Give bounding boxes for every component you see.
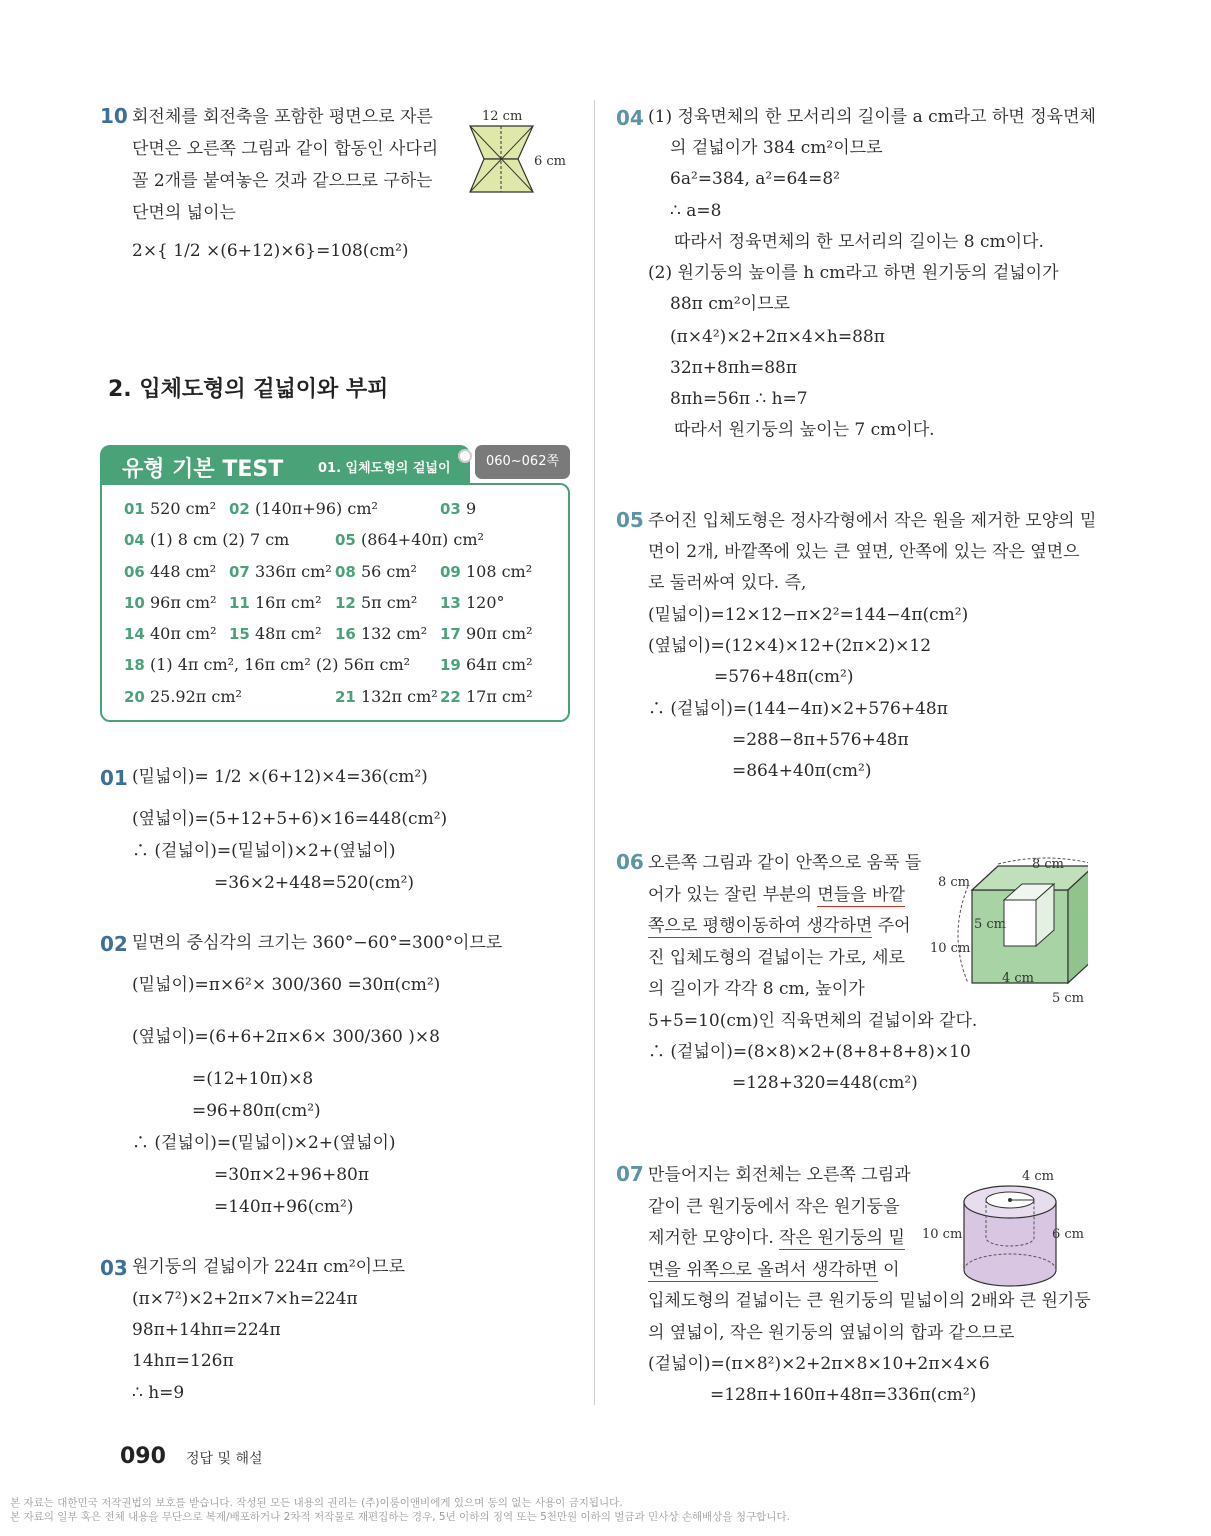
answer-item: 16 132 cm² — [335, 624, 428, 643]
text-line: 따라서 정육면체의 한 모서리의 길이는 8 cm이다. — [674, 232, 1044, 252]
text-line: =30π×2+96+80π — [214, 1165, 370, 1185]
text-line: 6a²=384, a²=64=8² — [670, 169, 840, 189]
answer-item: 03 9 — [440, 499, 477, 518]
answer-item: 09 108 cm² — [440, 562, 533, 581]
text-line: 꼴 2개를 붙여놓은 것과 같으므로 구하는 — [132, 171, 433, 191]
text-line: (밑넓이)=12×12−π×2²=144−4π(cm²) — [648, 605, 969, 625]
answer-item: 10 96π cm² — [124, 593, 217, 612]
trapezoid-figure — [460, 104, 575, 199]
text-line: 원기둥의 겉넓이가 224π cm²이므로 — [132, 1257, 405, 1277]
text-line: 진 입체도형의 겉넓이는 가로, 세로 — [648, 948, 905, 968]
answer-item: 15 48π cm² — [229, 624, 322, 643]
text-line: 의 옆넓이, 작은 원기둥의 옆넓이의 합과 같으므로 — [648, 1323, 1015, 1343]
text-line: 제거한 모양이다. 작은 원기둥의 밑 — [648, 1228, 905, 1248]
text-line: 의 겉넓이가 384 cm²이므로 — [670, 138, 883, 158]
text-line: =(12+10π)×8 — [192, 1069, 314, 1089]
text-line: 32π+8πh=88π — [670, 358, 798, 378]
fig-label: 4 cm — [1022, 1169, 1055, 1184]
problem-number: 07 — [616, 1162, 644, 1186]
text-line: 따라서 원기둥의 높이는 7 cm이다. — [674, 420, 935, 440]
text-line: =128+320=448(cm²) — [732, 1073, 918, 1093]
fig-label: 4 cm — [1002, 971, 1035, 986]
text-line: 오른쪽 그림과 같이 안쪽으로 움푹 들 — [648, 853, 922, 873]
text-line: ∴ a=8 — [670, 201, 722, 221]
text-line: ∴ (겉넓이)=(144−4π)×2+576+48π — [648, 699, 948, 719]
answer-item: 06 448 cm² — [124, 562, 217, 581]
text-line: 주어진 입체도형은 정사각형에서 작은 원을 제거한 모양의 밑 — [648, 511, 1097, 531]
text-line: 단면은 오른쪽 그림과 같이 합동인 사다리 — [132, 139, 439, 159]
problem-number: 06 — [616, 850, 644, 874]
answer-box-body — [100, 483, 570, 722]
section-title: 2. 입체도형의 겉넓이와 부피 — [108, 377, 389, 402]
fig-label: 12 cm — [482, 109, 523, 124]
fig-label: 8 cm — [1032, 857, 1065, 872]
answer-box — [100, 445, 570, 722]
copyright-line: 본 자료는 대한민국 저작권법의 보호를 받습니다. 작성된 모든 내용의 권리는 (주)이룸이앤비에게 있으며 동의 없는 사용이 금지됩니다. — [10, 1497, 623, 1509]
text-line: 밑면의 중심각의 크기는 360°−60°=300°이므로 — [132, 933, 503, 953]
footer-label: 정답 및 해설 — [186, 1451, 263, 1467]
fig-label: 5 cm — [1052, 991, 1085, 1006]
underline-emphasis: 면을 위쪽으로 올려서 생각하면 — [648, 1260, 878, 1280]
text-line: ∴ (겉넓이)=(8×8)×2+(8+8+8+8)×10 — [648, 1042, 971, 1062]
fig-label: 6 cm — [1052, 1227, 1085, 1242]
text-line: 같이 큰 원기둥에서 작은 원기둥을 — [648, 1197, 900, 1217]
hollow-cylinder-figure — [922, 1166, 1092, 1296]
text-line: (겉넓이)=(π×8²)×2+2π×8×10+2π×4×6 — [648, 1354, 990, 1374]
underline-emphasis: 작은 원기둥의 밑 — [779, 1228, 905, 1248]
text-line: =96+80π(cm²) — [192, 1101, 321, 1121]
answer-box-title: 유형 기본 TEST — [122, 457, 284, 482]
answer-item: 14 40π cm² — [124, 624, 217, 643]
answer-item: 18 (1) 4π cm², 16π cm² (2) 56π cm² — [124, 655, 411, 674]
text-line: (옆넓이)=(5+12+5+6)×16=448(cm²) — [132, 809, 448, 829]
underline-emphasis: 쪽으로 평행이동하여 생각하면 — [648, 916, 873, 936]
copyright-line: 본 자료의 일부 혹은 전체 내용을 무단으로 복제/배포하거나 2차적 저작물로 재편집하는 경우, 5년 이하의 징역 또는 5천만원 이하의 벌금과 민사상 손해배상을 청구합니다. — [10, 1511, 790, 1523]
text-line: 88π cm²이므로 — [670, 294, 790, 314]
fig-label: 10 cm — [922, 1227, 963, 1242]
text-line: =140π+96(cm²) — [214, 1197, 354, 1217]
text-line: 의 길이가 각각 8 cm, 높이가 — [648, 979, 865, 999]
problem-number: 03 — [100, 1256, 128, 1280]
text-line: 14hπ=126π — [132, 1351, 234, 1371]
text-line: 회전체를 회전축을 포함한 평면으로 자른 — [132, 107, 433, 127]
text-line: 5+5=10(cm)인 직육면체의 겉넓이와 같다. — [648, 1011, 978, 1031]
text-line: =864+40π(cm²) — [732, 761, 872, 781]
column-divider — [594, 100, 595, 1405]
problem-number: 05 — [616, 508, 644, 532]
fig-label: 6 cm — [534, 154, 567, 169]
fig-label: 8 cm — [938, 875, 971, 890]
problem-number: 02 — [100, 932, 128, 956]
text-line: 쪽으로 평행이동하여 생각하면 주어 — [648, 916, 911, 936]
text-line: 면을 위쪽으로 올려서 생각하면 이 — [648, 1260, 900, 1280]
text-line: (π×4²)×2+2π×4×h=88π — [670, 327, 885, 347]
text-line: (밑넓이)= 1/2 ×(6+12)×4=36(cm²) — [132, 767, 428, 787]
formula-line: 2×{ 1/2 ×(6+12)×6}=108(cm²) — [132, 241, 409, 261]
text-line: 어가 있는 잘린 부분의 면들을 바깥 — [648, 885, 905, 905]
text-line: 면이 2개, 바깥쪽에 있는 큰 옆면, 안쪽에 있는 작은 옆면으 — [648, 542, 1080, 562]
page-number: 090 — [120, 1444, 166, 1469]
answer-item: 11 16π cm² — [229, 593, 322, 612]
problem-number: 10 — [100, 104, 128, 128]
page-range-badge: 060~062쪽 — [475, 445, 570, 479]
text-line: (2) 원기둥의 높이를 h cm라고 하면 원기둥의 겉넓이가 — [648, 263, 1059, 283]
copyright-notice — [10, 1496, 1200, 1524]
text-line: =128π+160π+48π=336π(cm²) — [710, 1385, 977, 1405]
problem-number: 04 — [616, 106, 644, 130]
text-line: (옆넓이)=(6+6+2π×6× 300/360 )×8 — [132, 1027, 440, 1047]
text-line: 로 둘러싸여 있다. 즉, — [648, 573, 807, 593]
answer-item: 08 56 cm² — [335, 562, 417, 581]
text-line: (π×7²)×2+2π×7×h=224π — [132, 1289, 358, 1309]
answer-item: 02 (140π+96) cm² — [229, 499, 378, 518]
text-line: 만들어지는 회전체는 오른쪽 그림과 — [648, 1165, 911, 1185]
answer-box-header — [100, 445, 470, 485]
text-line: =288−8π+576+48π — [732, 730, 909, 750]
text-line: 98π+14hπ=224π — [132, 1320, 281, 1340]
answer-item: 19 64π cm² — [440, 655, 533, 674]
text-line: (1) 정육면체의 한 모서리의 길이를 a cm라고 하면 정육면체 — [648, 107, 1096, 127]
answer-item: 05 (864+40π) cm² — [335, 530, 484, 549]
cube-figure — [928, 856, 1088, 1006]
answer-item: 20 25.92π cm² — [124, 687, 242, 706]
text-line: 8πh=56π ∴ h=7 — [670, 389, 808, 409]
fig-label: 10 cm — [930, 941, 971, 956]
answer-item: 21 132π cm² — [335, 687, 438, 706]
text-line: =36×2+448=520(cm²) — [214, 873, 415, 893]
text-line: (밑넓이)=π×6²× 300/360 =30π(cm²) — [132, 975, 441, 995]
text-line: (옆넓이)=(12×4)×12+(2π×2)×12 — [648, 636, 932, 656]
answer-item: 13 120° — [440, 593, 505, 612]
text-line: ∴ h=9 — [132, 1383, 185, 1403]
problem-number: 01 — [100, 766, 128, 790]
answer-item: 17 90π cm² — [440, 624, 533, 643]
text-line: =576+48π(cm²) — [714, 667, 854, 687]
answer-item: 04 (1) 8 cm (2) 7 cm — [124, 530, 290, 549]
underline-emphasis: 면들을 바깥 — [817, 885, 905, 905]
answer-item: 07 336π cm² — [229, 562, 332, 581]
answer-box-subtitle: 01. 입체도형의 겉넓이 — [318, 461, 451, 476]
answer-item: 22 17π cm² — [440, 687, 533, 706]
text-line: ∴ (겉넓이)=(밑넓이)×2+(옆넓이) — [132, 841, 396, 861]
fig-label: 5 cm — [974, 917, 1007, 932]
answer-item: 01 520 cm² — [124, 499, 217, 518]
text-line: ∴ (겉넓이)=(밑넓이)×2+(옆넓이) — [132, 1133, 396, 1153]
link-dot-icon — [458, 449, 472, 463]
answer-item: 12 5π cm² — [335, 593, 418, 612]
text-line: 단면의 넓이는 — [132, 203, 236, 223]
text-line: 입체도형의 겉넓이는 큰 원기둥의 밑넓이의 2배와 큰 원기둥 — [648, 1291, 1091, 1311]
